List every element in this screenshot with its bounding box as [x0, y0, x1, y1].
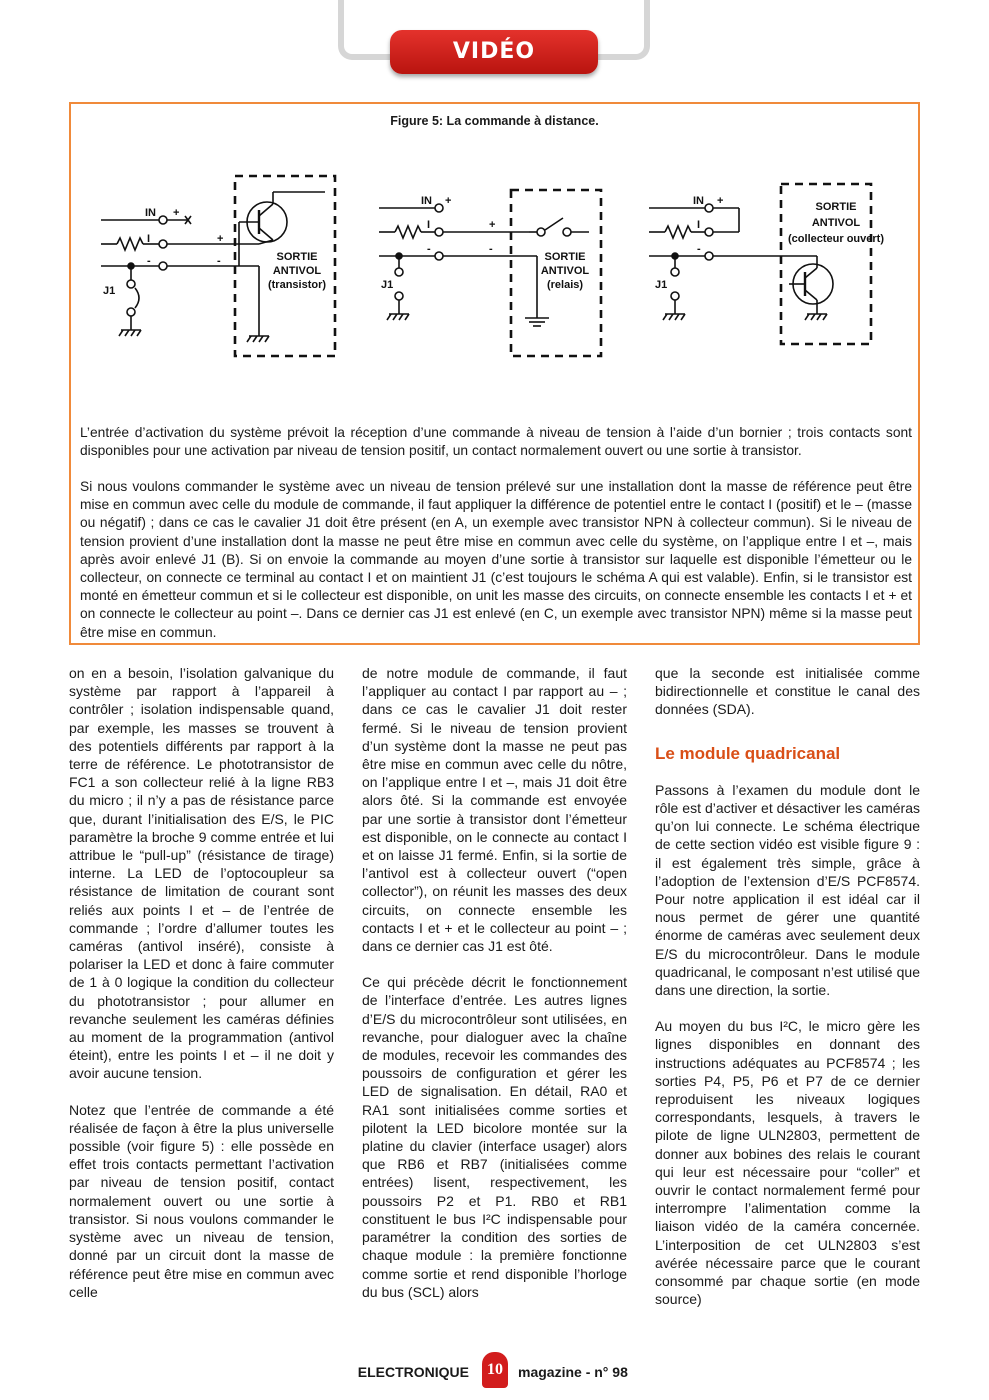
label-a-minus-term: -	[147, 255, 151, 267]
label-b-in-plus: +	[445, 195, 452, 207]
figure-box	[69, 102, 920, 645]
label-b-plus: +	[489, 219, 496, 231]
col2-paragraph-2: Ce qui précède décrit le fonctionnement de l’interface d’entrée. Les autres lignes d’E/S du microcontrôleur sont utilisées, en revanche, pour dialoguer avec la chaîne de modules, recevoir les commandes des poussoirs de configuration et gérer les LED de signalisation. En détail, RA0 et RA1 sont initialisées comme sorties et pilotent la LED bicolore montée sur la platine du clavier (interface usager) alors que RB6 et RB7 (initialisées comme entrées) lisent, respectivement, les poussoirs P2 et P1. RB0 et RB1 constituent le bus I²C indispensable pour paramétrer la condition des sorties de chaque module : la première fonctionne comme sortie et rend disponible l’horloge du bus (SCL) alors	[362, 974, 627, 1300]
label-c-i: I	[697, 219, 701, 231]
label-a-j1: J1	[103, 285, 116, 297]
label-a-sortie: SORTIE	[276, 251, 318, 263]
column-1	[69, 664, 334, 1319]
label-b-minus: -	[489, 243, 493, 255]
col3-paragraph-top: que la seconde est initialisée comme bidirectionnelle et constitue le canal des données (SDA).	[655, 665, 920, 718]
label-c-sortie: SORTIE	[815, 201, 857, 213]
label-a-transistor: (transistor)	[267, 279, 327, 291]
col1-paragraph-1: on en a besoin, l’isolation galvanique du système par rapport à l’appareil à contrôler ; isolation indispensable quand, par exemple, les masses se trouvent à des potentiels différents par rapport à la terre de référence. Le phototransistor de FC1 a son collecteur relié à la ligne RB3 du micro ; il n’y a pas de résistance parce que, durant l’initialisation des E/S, le PIC paramètre la broche 9 comme entrée et lui attribue le “pull-up” (résistance de tirage) interne. La LED de l’optocoupleur sa résistance de limitation de courant sont reliés aux points I et – de l’entrée de commande ; l’ordre d’allumer toutes les caméras (antivol inséré), consiste à polariser la LED et donc à faire commuter de 1 à 0 logique la condition du collecteur du phototransistor ; pour allumer en revanche seulement les caméras définies au moment de la programmation (antivol éteint), entre les points I et – il ne doit y avoir aucune tension.	[69, 665, 334, 1082]
col2-paragraph-1: de notre module de commande, il faut l’appliquer au contact I par rapport au – ; dans ce cas le cavalier J1 doit rester fermé. Si le niveau de tension provient d’un système dont la masse ne peut pas être mise en commun avec celle du nôtre, on l’applique entre I et –, mais J1 doit être alors ôté. Si la commande est envoyée par une sortie à transistor dont l’émetteur est disponible, on le connecte au contact I et on laisse J1 fermé. Enfin, si la sortie de l’antivol est à collecteur ouvert (“open collector”), on réunit les masses des deux circuits, on connecte ensemble les contacts I et + et le collecteur au point – ; dans ce dernier cas J1 est ôté.	[362, 665, 627, 955]
label-b-i: I	[427, 219, 431, 231]
label-a-i: I	[147, 233, 151, 245]
label-b-relais: (relais)	[546, 279, 584, 291]
label-b-in: IN	[421, 195, 432, 207]
column-2	[362, 664, 627, 1319]
box-paragraph-2: Si nous voulons commander le système avec un niveau de tension prélevé sur une installation dont la masse de référence peut être mise en commun avec celle du module de commande, il faut appliquer la différence de potentiel entre le contact I (positif) et le – (masse ou négatif) ; dans ce cas le cavalier J1 doit être présent (en A, un exemple avec transistor NPN à collecteur commun). Si le niveau de tension provient d’une installation dont la masse ne peut être mise en commun avec celle du système, on l’applique entre I et –, mais après avoir enlevé J1 (B). Si on envoie la commande au moyen d’une sortie à transistor sur laquelle est disponible l’émetteur ou le collecteur, on connecte ce terminal au contact I et on maintient J1 (c’est toujours le schéma A qui est valable). Enfin, si le transistor est monté en émetteur commun et si le collecteur est disponible, on unit les masse des circuits, on connecte ensemble les contacts I et + et on connecte le collecteur au point –. Dans ce dernier cas J1 est enlevé (en C, un exemple avec transistor NPN) même si la masse peut être mise en commun.	[80, 479, 912, 640]
figure-schematics	[89, 164, 909, 464]
col3-paragraph-1: Passons à l’examen du module dont le rôle est d’activer et désactiver les caméras qu’on lui connecte. Le schéma électrique de cette section vidéo est visible figure 9 : il est également très simple, grâce à l’adoption de l’extension d’E/S PCF8574. Pour notre application il est idéal car il nous permet de gérer une quantité énorme de caméras avec seulement deux E/S du microcontrôleur. Dans le module quadricanal, le composant n’est utilisé que dans une direction, la sortie.	[655, 781, 920, 999]
figure-caption: Figure 5: La commande à distance.	[390, 114, 599, 128]
col3-paragraph-2: Au moyen du bus I²C, le micro gère les lignes disponibles en donnant des instructions adéquates au PCF8574 ; les sorties P4, P5, P6 et P7 de ce dernier reproduisent les niveaux logiques correspondants, lesquels, à travers le pilote de ligne ULN2803, permettent de donner aux bobines des relais le courant qui leur est nécessaire pour “coller” et ouvrir le contact normalement fermé pour interrompre l’alimentation comme la liaison vidéo de la caméra concernée. L’interposition de cet ULN2803 s’est avérée nécessaire parce que le courant consommé par chaque sortie (en mode source)	[655, 1018, 920, 1308]
label-c-antivol: ANTIVOL	[811, 217, 861, 229]
label-c-minus-term: -	[697, 243, 701, 255]
label-a-minus: -	[217, 255, 221, 267]
label-a-in-plus: +	[173, 207, 180, 219]
box-paragraph-1: L’entrée d’activation du système prévoit la réception d’une commande à niveau de tension à l’aide d’un bornier ; trois contacts sont disponibles pour une activation par niveau de tension positif, un contact normalement ouvert ou une sortie à transistor.	[80, 425, 912, 459]
label-b-antivol: ANTIVOL	[540, 265, 590, 277]
page-number: 10	[482, 1352, 508, 1388]
label-c-collecteur: (collecteur ouvert)	[788, 233, 884, 245]
label-b-j1: J1	[381, 279, 394, 291]
page-footer	[0, 1350, 989, 1390]
column-3	[655, 664, 920, 1327]
label-a-antivol: ANTIVOL	[272, 265, 322, 277]
label-c-in: IN	[693, 195, 704, 207]
label-a-plus: +	[217, 233, 224, 245]
section-heading: Le module quadricanal	[655, 743, 841, 763]
label-b-sortie: SORTIE	[544, 251, 586, 263]
label-c-j1: J1	[655, 279, 668, 291]
col1-paragraph-2: Notez que l’entrée de commande a été réalisée de façon à être la plus universelle possible (voir figure 5) : elle possède en effet trois contacts permettant l’activation par niveau de tension positif, contact normalement ouvert ou une sortie à transistor. Si nous voulons commander le système avec un niveau de tension, donné par un circuit dont la masse de référence peut être mise en commun avec celle	[69, 1101, 334, 1300]
section-label: VIDÉO	[390, 30, 598, 74]
label-b-minus-term: -	[427, 243, 431, 255]
footer-magazine-name: ELECTRONIQUE	[357, 1364, 469, 1380]
label-a-in: IN	[145, 207, 156, 219]
label-c-in-plus: +	[717, 195, 724, 207]
footer-issue: magazine - n° 98	[518, 1364, 628, 1380]
